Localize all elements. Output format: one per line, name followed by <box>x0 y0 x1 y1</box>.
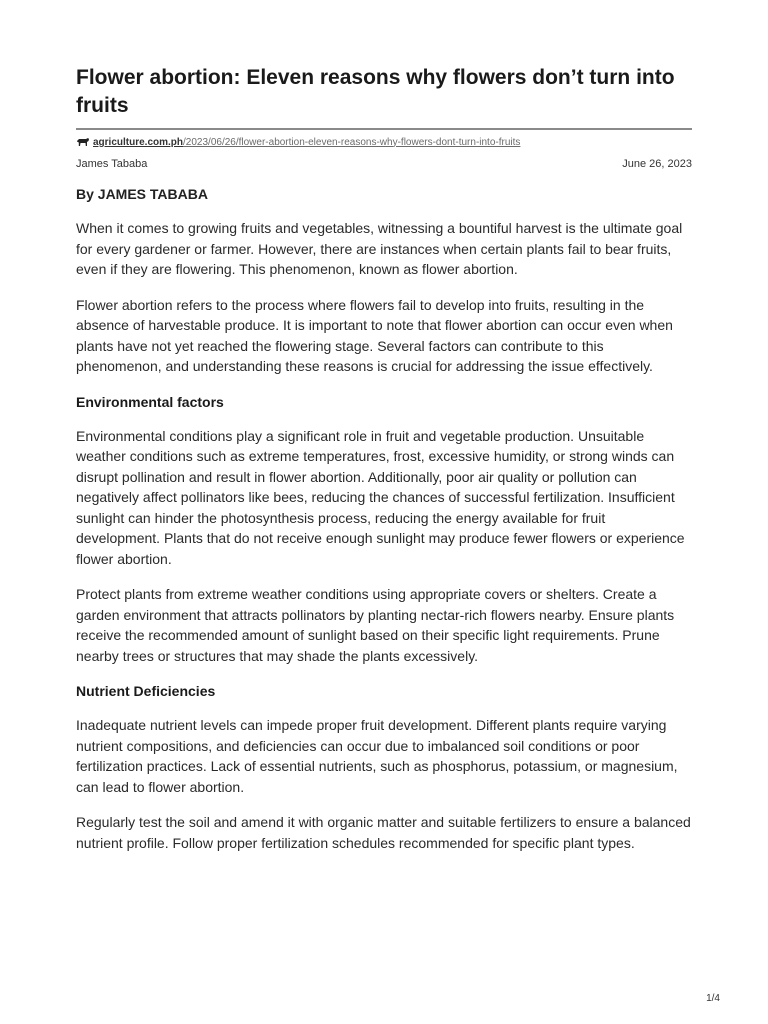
author-name: James Tababa <box>76 158 148 170</box>
nutrient-paragraph-1: Inadequate nutrient levels can impede proper fruit development. Different plants require varying nutrient compositions, and deficiencies can occur due to imbalanced soil conditions or poor fertilization practices. Lack of essential nutrients, such as phosphorus, potassium, or magnesium, can lead to flower abortion. <box>76 717 678 795</box>
byline: By JAMES TABABA <box>76 186 208 202</box>
article-meta <box>76 157 692 171</box>
source-domain[interactable]: agriculture.com.ph <box>93 136 184 148</box>
section-heading-nutrient: Nutrient Deficiencies <box>76 683 216 699</box>
intro-paragraph-1: When it comes to growing fruits and vegetables, witnessing a bountiful harvest is the ultimate goal for every gardener or farmer. However, there are instances when certain plants fail to bear fruits, even if they are flowering. This phenomenon, known as flower abortion. <box>76 220 683 277</box>
title-divider <box>76 128 692 130</box>
section-heading-environmental: Environmental factors <box>76 393 224 410</box>
nutrient-paragraph-2: Regularly test the soil and amend it with organic matter and suitable fertilizers to ensure a balanced nutrient profile. Follow proper fertilization schedules recommended for specific plant types. <box>76 814 691 851</box>
animal-icon <box>76 137 90 147</box>
article-page <box>76 64 692 853</box>
source-link[interactable] <box>76 135 692 149</box>
source-path[interactable]: /2023/06/26/flower-abortion-eleven-reasons-why-flowers-dont-turn-into-fruits <box>183 136 521 148</box>
page-indicator: 1/4 <box>706 993 720 1004</box>
publish-date: June 26, 2023 <box>622 158 692 170</box>
environmental-paragraph-1: Environmental conditions play a significant role in fruit and vegetable production. Unsuitable weather conditions such as extreme temperatures, frost, excessive humidity, or strong winds can disrupt pollination and result in flower abortion. Additionally, poor air quality or pollution can negatively affect pollinators like bees, reducing the chances of successful fertilization. Insufficient sunlight can hinder the photosynthesis process, reducing the energy available for fruit development. Plants that do not receive enough sunlight may produce fewer flowers or experience flower abortion. <box>76 427 685 567</box>
environmental-paragraph-2: Protect plants from extreme weather conditions using appropriate covers or shelters. Create a garden environment that attracts pollinators by planting nectar-rich flowers nearby. Ensure plants receive the recommended amount of sunlight based on their specific light requirements. Prune nearby trees or structures that may shade the plants excessively. <box>76 586 675 664</box>
intro-paragraph-2: Flower abortion refers to the process where flowers fail to develop into fruits, resulting in the absence of harvestable produce. It is important to note that flower abortion can occur even when plants have not yet reached the flowering stage. Several factors can contribute to this phenomenon, and understanding these reasons is crucial for addressing the issue effectively. <box>76 296 673 374</box>
article-title: Flower abortion: Eleven reasons why flowers don’t turn into fruits <box>76 66 675 117</box>
